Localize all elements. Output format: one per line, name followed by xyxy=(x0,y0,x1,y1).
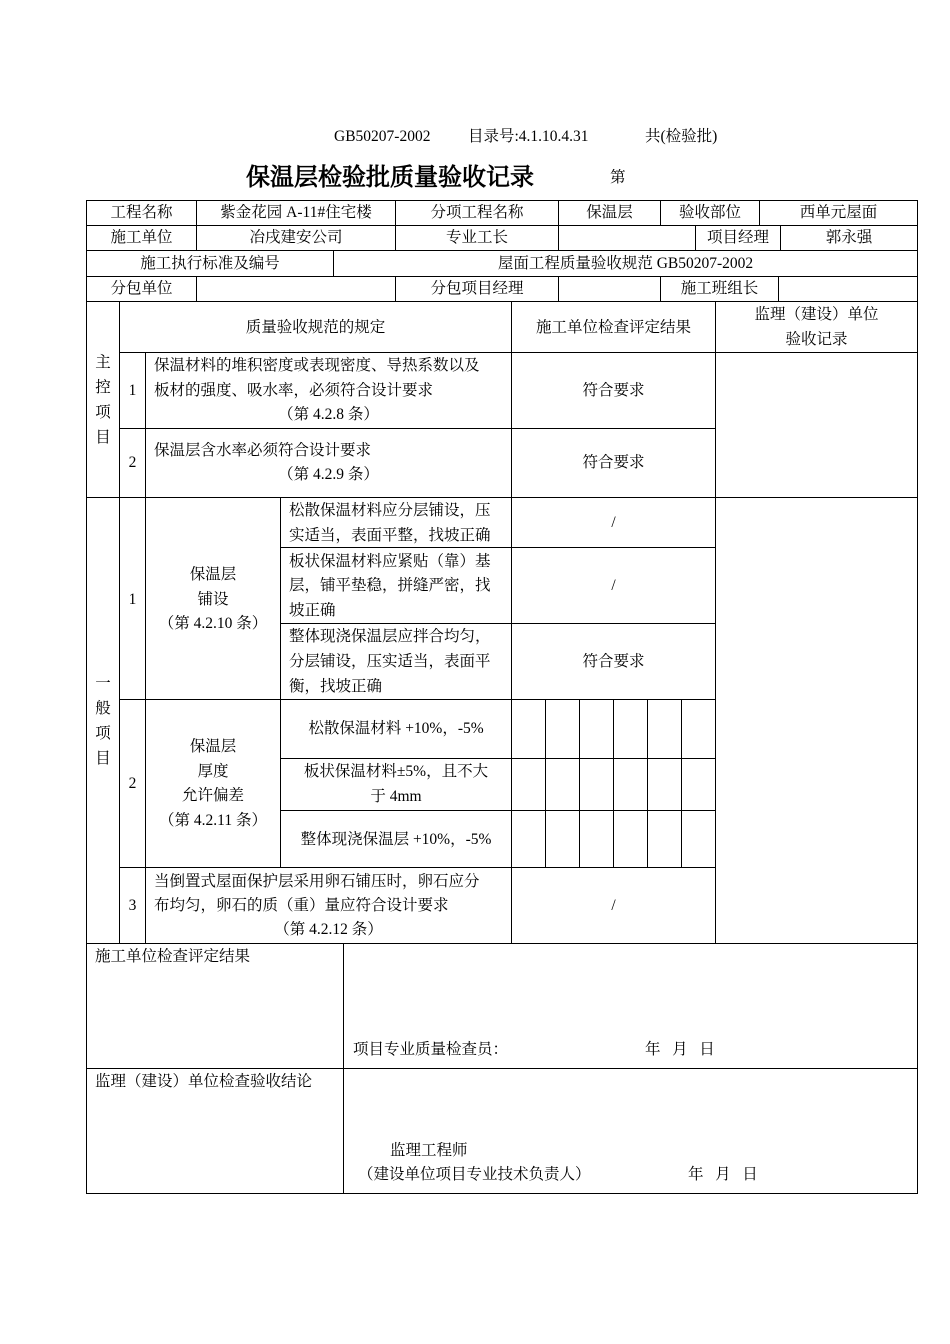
contractor-result-label: 施工单位检查评定结果 xyxy=(95,948,251,965)
sub-spec-line: 板状保温材料±5%，且不大 xyxy=(303,763,489,780)
item-name-line: 保温层 xyxy=(189,566,237,583)
item-name-line: 厚度 xyxy=(197,763,229,780)
column-spec-header: 质量验收规范的规定 xyxy=(245,319,386,336)
item-number: 3 xyxy=(128,897,137,914)
sub-spec-line: 于 4mm xyxy=(370,788,422,805)
item-number: 1 xyxy=(128,591,137,608)
item-spec-line: 保温层含水率必须符合设计要求 xyxy=(154,442,372,459)
sub-spec-line: 衡，找坡正确 xyxy=(289,678,383,695)
inspector-label: 项目专业质量检查员： xyxy=(353,1041,509,1058)
project-name-label: 工程名称 xyxy=(110,204,173,221)
sub-spec-line: 整体现浇保温层应拌合均匀， xyxy=(289,628,491,645)
item-name-line: 允许偏差 xyxy=(181,787,244,804)
sub-spec-line: 实适当，表面平整，找坡正确 xyxy=(289,527,491,544)
sub-spec-line: 坡正确 xyxy=(289,602,336,619)
standard-value: 屋面工程质量验收规范 GB50207-2002 xyxy=(497,255,754,272)
item-name-line: 铺设 xyxy=(197,591,229,608)
sub-spec-line: 松散保温材料 +10%，-5% xyxy=(308,720,484,737)
sub-spec-line: 松散保温材料应分层铺设，压 xyxy=(289,502,491,519)
general-label-char: 一 xyxy=(95,675,111,692)
main-control-label-char: 项 xyxy=(95,404,111,421)
item-result: / xyxy=(611,897,616,914)
item-clause: （第 4.2.9 条） xyxy=(278,466,379,483)
catalog-number: 目录号:4.1.10.4.31 xyxy=(468,128,589,145)
owner-tech-lead-label: （建设单位项目专业技术负责人） xyxy=(358,1166,591,1183)
item-name-line: （第 4.2.10 条） xyxy=(158,615,268,632)
sub-result: 符合要求 xyxy=(582,653,645,670)
item-result: 符合要求 xyxy=(582,454,645,471)
sub-spec-line: 板状保温材料应紧贴（靠）基 xyxy=(289,553,491,570)
item-spec-line: 保温材料的堆积密度或表现密度、导热系数以及 xyxy=(154,357,480,374)
acceptance-part-label: 验收部位 xyxy=(678,204,741,221)
main-control-label-char: 主 xyxy=(95,354,111,371)
contractor: 冶戌建安公司 xyxy=(249,229,343,246)
project-name: 紫金花园 A-11#住宅楼 xyxy=(220,204,372,221)
item-spec-line: 板材的强度、吸水率，必须符合设计要求 xyxy=(154,382,434,399)
sub-pm-label: 分包项目经理 xyxy=(430,280,524,297)
supervising-engineer-label: 监理工程师 xyxy=(390,1142,468,1159)
general-label-char: 项 xyxy=(95,725,111,742)
item-name-line: 保温层 xyxy=(189,738,237,755)
item-clause: （第 4.2.8 条） xyxy=(278,406,379,423)
supervision-conclusion-label: 监理（建设）单位检查验收结论 xyxy=(95,1073,313,1090)
standard-label: 施工执行标准及编号 xyxy=(140,255,280,272)
sub-spec-line: 整体现浇保温层 +10%，-5% xyxy=(300,831,492,848)
contractor-label: 施工单位 xyxy=(110,229,173,246)
item-number: 2 xyxy=(128,454,137,471)
sub-project: 保温层 xyxy=(586,204,633,221)
general-label-char: 般 xyxy=(95,700,111,717)
item-name-line: （第 4.2.11 条） xyxy=(159,812,267,829)
page-label: 第 xyxy=(610,169,626,186)
standard-code: GB50207-2002 xyxy=(334,128,431,145)
sub-result: / xyxy=(611,577,616,594)
subcontractor-label: 分包单位 xyxy=(110,280,173,297)
main-control-label-char: 控 xyxy=(95,379,111,396)
main-control-label-char: 目 xyxy=(95,429,111,446)
column-result-header: 施工单位检查评定结果 xyxy=(535,319,691,336)
sub-spec-line: 分层铺设，压实适当，表面平 xyxy=(289,653,491,670)
supervision-date: 年 月 日 xyxy=(688,1166,758,1183)
column-supervision-header-line2: 验收记录 xyxy=(785,331,848,348)
foreman-label: 专业工长 xyxy=(445,229,508,246)
general-label-char: 目 xyxy=(95,750,111,767)
column-supervision-header-line1: 监理（建设）单位 xyxy=(754,306,879,323)
item-number: 2 xyxy=(128,775,137,792)
item-spec-line: 布均匀，卵石的质（重）量应符合设计要求 xyxy=(154,897,449,914)
page-title: 保温层检验批质量验收记录 xyxy=(246,163,534,191)
team-leader-label: 施工班组长 xyxy=(680,280,759,297)
item-spec-line: 当倒置式屋面保护层采用卵石铺压时，卵石应分 xyxy=(154,873,480,890)
acceptance-part: 西单元屋面 xyxy=(799,204,878,221)
inspection-date: 年 月 日 xyxy=(645,1041,715,1058)
item-result: 符合要求 xyxy=(582,382,645,399)
sub-spec-line: 层，铺平垫稳，拼缝严密，找 xyxy=(289,577,491,594)
sub-result: / xyxy=(611,514,616,531)
total-batches: 共(检验批) xyxy=(645,128,718,145)
item-clause: （第 4.2.12 条） xyxy=(274,921,383,938)
sub-project-label: 分项工程名称 xyxy=(430,204,524,221)
pm: 郭永强 xyxy=(825,229,873,246)
item-number: 1 xyxy=(128,382,137,399)
pm-label: 项目经理 xyxy=(706,229,769,246)
